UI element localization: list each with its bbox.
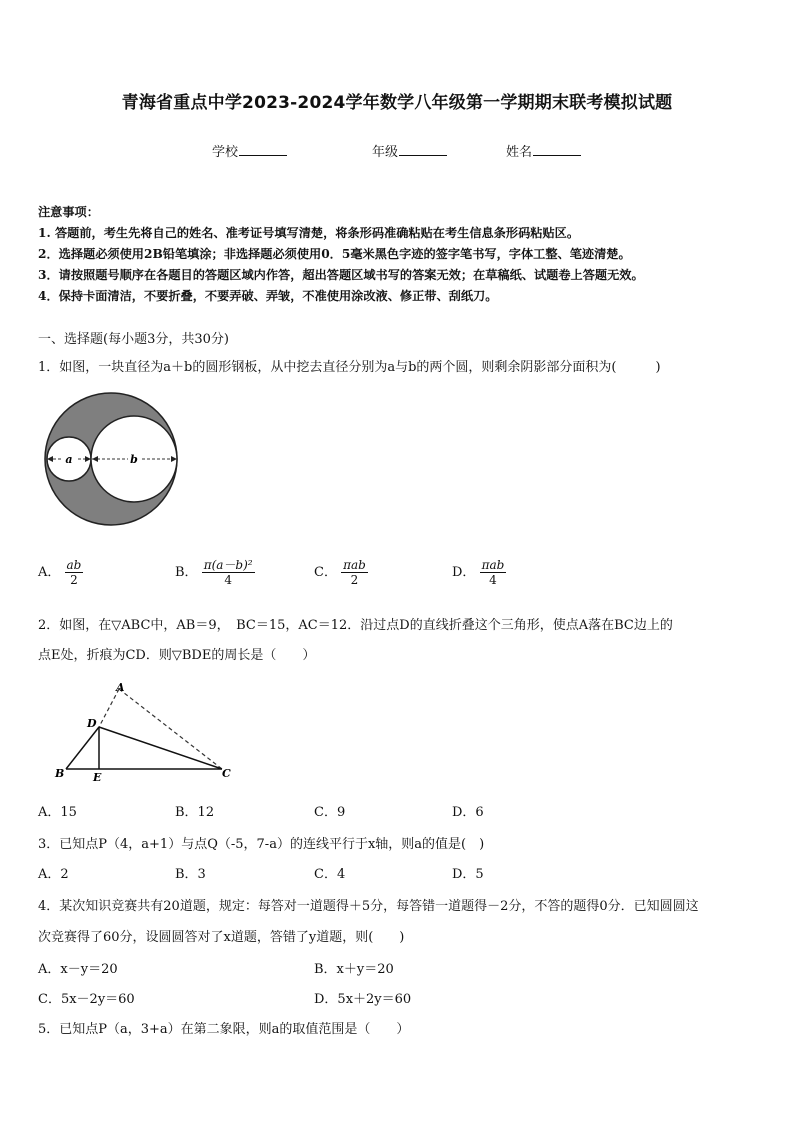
numerator: πab	[343, 558, 366, 572]
option-letter: B．	[175, 565, 198, 580]
point-d-label: D	[87, 717, 97, 730]
notice-item: 1. 答题前，考生先将自己的姓名、准考证号填写清楚，将条形码准确粘贴在考生信息条形码粘贴区。	[38, 226, 580, 240]
question-2-figure	[50, 680, 240, 785]
denominator: 4	[224, 573, 232, 587]
option-letter: A．	[38, 565, 61, 580]
q1-option-d[interactable]	[452, 558, 506, 587]
school-blank	[239, 143, 287, 156]
name-field	[506, 141, 581, 160]
segment-ad-dashed	[99, 689, 119, 727]
school-field	[212, 141, 287, 160]
notice-item: 4．保持卡面清洁，不要折叠，不要弄破、弄皱，不准使用涂改液、修正带、刮纸刀。	[38, 289, 498, 303]
q2-option-c[interactable]: C．9	[314, 805, 346, 820]
question-1-stem: 1．如图，一块直径为a＋b的圆形钢板，从中挖去直径分别为a与b的两个圆，则剩余阴影部分面积为( )	[38, 360, 661, 375]
q4-option-d[interactable]: D．5x＋2y＝60	[314, 992, 412, 1007]
q3-option-b[interactable]: B．3	[175, 867, 206, 882]
numerator: πab	[481, 558, 505, 572]
question-5-stem: 5．已知点P（a，3+a）在第二象限，则a的取值范围是（ ）	[38, 1022, 410, 1037]
q1-option-b[interactable]	[175, 558, 255, 587]
q2-option-a[interactable]: A．15	[38, 805, 77, 820]
q4-option-c[interactable]: C．5x－2y＝60	[38, 992, 135, 1007]
point-c-label: C	[222, 767, 231, 780]
label-b: b	[130, 453, 138, 466]
segment-dc	[99, 727, 222, 769]
notice-heading: 注意事项：	[38, 205, 99, 219]
question-4-line2: 次竞赛得了60分，设圆圆答对了x道题，答错了y道题，则( )	[38, 930, 405, 945]
q1-option-c[interactable]	[314, 558, 368, 587]
question-2-line2: 点E处，折痕为CD．则▽BDE的周长是（ ）	[38, 648, 316, 663]
question-3-stem: 3．已知点P（4，a+1）与点Q（-5，7-a）的连线平行于x轴，则a的值是( )	[38, 837, 485, 852]
grade-label: 年级	[372, 145, 399, 160]
fraction	[480, 558, 507, 587]
denominator: 2	[70, 573, 78, 587]
school-label: 学校	[212, 145, 239, 160]
section-heading: 一、选择题(每小题3分，共30分)	[38, 332, 229, 347]
name-blank	[533, 143, 581, 156]
page-title: 青海省重点中学2023-2024学年数学八年级第一学期期末联考模拟试题	[121, 93, 673, 113]
label-a: a	[65, 453, 73, 466]
option-letter: C．	[314, 565, 337, 580]
q2-option-b[interactable]: B．12	[175, 805, 215, 820]
q3-option-a[interactable]: A．2	[38, 867, 69, 882]
point-b-label: B	[55, 767, 65, 780]
fraction	[341, 558, 368, 587]
notice-item: 3．请按照题号顺序在各题目的答题区域内作答，超出答题区域书写的答案无效；在草稿纸、试题卷上答题无效。	[38, 268, 644, 282]
point-e-label: E	[93, 771, 102, 784]
question-4-line1: 4．某次知识竞赛共有20道题，规定：每答对一道题得＋5分，每答错一道题得－2分，不答的题得0分．已知圆圆这	[38, 899, 699, 914]
fraction	[202, 558, 255, 587]
q3-option-d[interactable]: D．5	[452, 867, 484, 882]
numerator: π(a－b)²	[203, 558, 253, 572]
segment-ac-dashed	[119, 689, 222, 769]
q4-option-a[interactable]: A．x－y＝20	[38, 962, 118, 977]
option-letter: D．	[452, 565, 476, 580]
grade-blank	[399, 143, 447, 156]
q2-option-d[interactable]: D．6	[452, 805, 484, 820]
point-a-label: A	[116, 681, 125, 694]
notice-item: 2．选择题必须使用2B铅笔填涂；非选择题必须使用0．5毫米黑色字迹的签字笔书写，字体工整、笔迹清楚。	[38, 247, 631, 261]
fraction	[65, 558, 84, 587]
question-2-line1: 2．如图，在▽ABC中，AB＝9， BC＝15，AC＝12．沿过点D的直线折叠这个三角形，使点A落在BC边上的	[38, 618, 673, 633]
q1-option-a[interactable]	[38, 558, 83, 587]
grade-field	[372, 141, 447, 160]
q3-option-c[interactable]: C．4	[314, 867, 346, 882]
name-label: 姓名	[506, 145, 533, 160]
q4-option-b[interactable]: B．x＋y＝20	[314, 962, 394, 977]
numerator: ab	[66, 558, 82, 572]
denominator: 2	[350, 573, 359, 587]
question-1-figure	[44, 392, 184, 528]
segment-bd	[66, 727, 99, 769]
denominator: 4	[489, 573, 497, 587]
